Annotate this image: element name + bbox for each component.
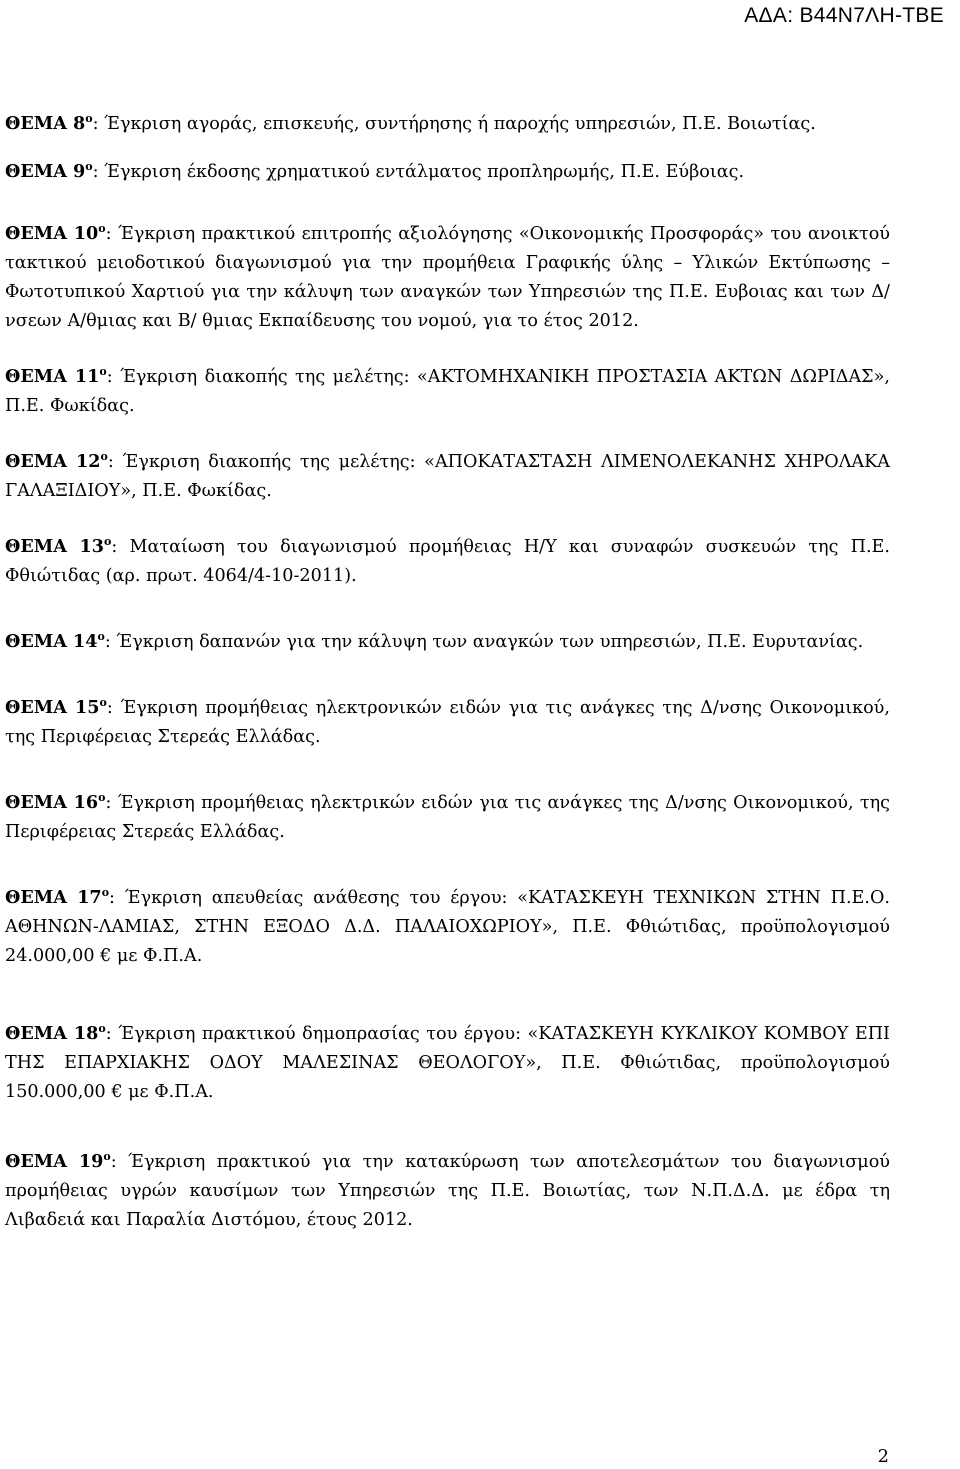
item-label: ΘΕΜΑ 12 [5,451,101,472]
item-separator: : [107,452,123,472]
item-text: Έγκριση πρακτικού δημοπρασίας του έργου: «ΚΑΤΑΣΚΕΥΗ ΚΥΚΛΙΚΟΥ ΚΟΜΒΟΥ ΕΠΙ ΤΗΣ ΕΠΑΡΧΙΑΚΗΣ ΟΔΟΥ ΜΑΛΕΣΙΝΑΣ ΘΕΟΛΟΓΟΥ», Π.Ε. Φθιώτιδας, προϋπολογισμού 150.000,00 € με Φ.Π.Α. [5,1024,890,1102]
item-ordinal: ο [104,535,112,549]
item-separator: : [105,1024,119,1044]
item-label: ΘΕΜΑ 14 [5,631,98,652]
agenda-item-17 [5,883,890,971]
item-text: Έγκριση διακοπής της μελέτης: «ΑΠΟΚΑΤΑΣΤΑΣΗ ΛΙΜΕΝΟΛΕΚΑΝΗΣ ΧΗΡΟΛΑΚΑ ΓΑΛΑΞΙΔΙΟΥ», Π.Ε. Φωκίδας. [5,452,890,501]
item-separator: : [104,632,117,652]
item-ordinal: ο [85,112,93,126]
item-label: ΘΕΜΑ 8 [5,113,86,134]
item-ordinal: ο [100,450,108,464]
item-separator: : [105,224,118,244]
item-label: ΘΕΜΑ 18 [5,1023,99,1044]
item-separator: : [92,114,105,134]
item-text: Έγκριση αγοράς, επισκευής, συντήρησης ή παροχής υπηρεσιών, Π.Ε. Βοιωτίας. [104,114,816,134]
item-ordinal: ο [99,365,107,379]
item-separator: : [105,793,118,813]
item-label: ΘΕΜΑ 13 [5,536,105,557]
item-text: Έγκριση προμήθειας ηλεκτρονικών ειδών για τις ανάγκες της Δ/νσης Οικονομικού, της Περιφέρειας Στερεάς Ελλάδας. [5,698,890,747]
item-label: ΘΕΜΑ 11 [5,366,100,387]
page-number: 2 [877,1447,889,1467]
item-ordinal: ο [101,886,110,900]
item-separator: : [109,888,125,908]
agenda-item-11 [5,362,890,421]
item-ordinal: ο [97,630,105,644]
item-label: ΘΕΜΑ 10 [5,223,99,244]
agenda-list [5,109,890,1271]
item-text: Έγκριση διακοπής της μελέτης: «ΑΚΤΟΜΗΧΑΝΙΚΗ ΠΡΟΣΤΑΣΙΑ ΑΚΤΩΝ ΔΩΡΙΔΑΣ», Π.Ε. Φωκίδας. [5,367,890,416]
item-separator: : [111,537,130,557]
item-separator: : [110,1152,129,1172]
agenda-item-9 [5,157,890,187]
item-text: Έγκριση πρακτικού για την κατακύρωση των αποτελεσμάτων του διαγωνισμού προμήθειας υγρών καυσίμων των Υπηρεσιών της Π.Ε. Βοιωτίας, των Ν.Π.Δ.Δ. με έδρα τη Λιβαδειά και Παραλία Διστόμου, έτους 2012. [5,1152,890,1230]
item-label: ΘΕΜΑ 15 [5,697,100,718]
item-ordinal: ο [103,1150,111,1164]
ada-code: ΑΔΑ: Β44Ν7ΛΗ-ΤΒΕ [744,4,944,27]
agenda-item-18 [5,1019,890,1107]
item-text: Έγκριση δαπανών για την κάλυψη των αναγκών των υπηρεσιών, Π.Ε. Ευρυτανίας. [116,632,864,652]
agenda-item-8 [5,109,890,139]
agenda-item-10 [5,219,890,336]
item-label: ΘΕΜΑ 16 [5,792,99,813]
item-label: ΘΕΜΑ 9 [5,161,86,182]
agenda-item-13 [5,532,890,591]
item-text: Έγκριση πρακτικού επιτροπής αξιολόγησης «Οικονομικής Προσφοράς» του ανοικτού τακτικού μειοδοτικού διαγωνισμού για την προμήθεια Γραφικής ύλης – Υλικών Εκτύπωσης – Φωτοτυπικού Χαρτιού για την κάλυψη των αναγκών των Υπηρεσιών της Π.Ε. Ευβοιας και των Δ/νσεων Α/θμιας και Β/ θμιας Εκπαίδευσης του νομού, για το έτος 2012. [5,224,890,331]
item-text: Έγκριση έκδοσης χρηματικού εντάλματος προπληρωμής, Π.Ε. Εύβοιας. [104,162,745,182]
item-text: Ματαίωση του διαγωνισμού προμήθειας Η/Υ και συναφών συσκευών της Π.Ε. Φθιώτιδας (αρ. πρωτ. 4064/4-10-2011). [5,537,890,586]
item-ordinal: ο [98,791,106,805]
item-ordinal: ο [98,1022,106,1036]
item-ordinal: ο [98,222,106,236]
item-separator: : [106,698,121,718]
item-label: ΘΕΜΑ 17 [5,887,102,908]
agenda-item-14 [5,627,890,657]
agenda-item-16 [5,788,890,847]
item-separator: : [106,367,121,387]
agenda-item-15 [5,693,890,752]
item-ordinal: ο [99,696,107,710]
item-text: Έγκριση απευθείας ανάθεσης του έργου: «ΚΑΤΑΣΚΕΥΗ ΤΕΧΝΙΚΩΝ ΣΤΗΝ Π.Ε.Ο. ΑΘΗΝΩΝ-ΛΑΜΙΑΣ, ΣΤΗΝ ΕΞΟΔΟ Δ.Δ. ΠΑΛΑΙΟΧΩΡΙΟΥ», Π.Ε. Φθιώτιδας, προϋπολογισμού 24.000,00 € με Φ.Π.Α. [5,888,890,966]
item-text: Έγκριση προμήθειας ηλεκτρικών ειδών για τις ανάγκες της Δ/νσης Οικονομικού, της Περιφέρειας Στερεάς Ελλάδας. [5,793,890,842]
agenda-item-12 [5,447,890,506]
item-separator: : [92,162,105,182]
item-label: ΘΕΜΑ 19 [5,1151,104,1172]
item-ordinal: ο [85,160,93,174]
agenda-item-19 [5,1147,890,1235]
